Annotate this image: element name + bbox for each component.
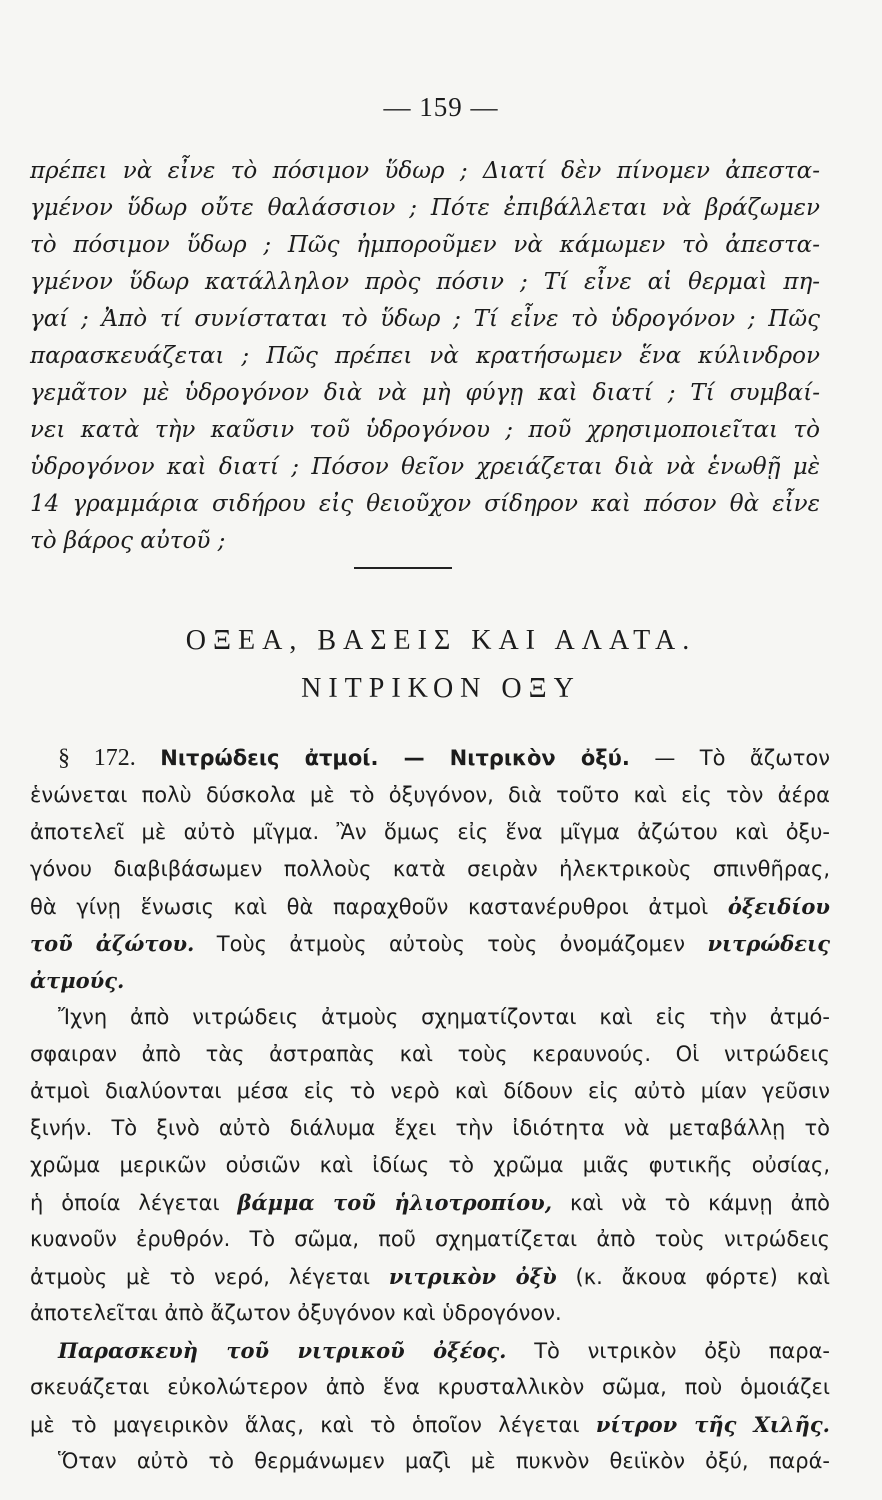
- text-line: γαί ; Ἀπὸ τί συνίσταται τὸ ὕδωρ ; Τί εἶνε τὸ ὑδρογόνον ; Πῶς: [30, 306, 820, 332]
- text-line: γεμᾶτον μὲ ὑδρογόνον διὰ νὰ μὴ φύγῃ καὶ διατί ; Τί συμβαί-: [30, 380, 820, 406]
- text-line: [30, 888, 830, 925]
- text-line: [30, 925, 830, 962]
- page-number: — 159 —: [383, 92, 499, 122]
- section-number: § 172.: [58, 745, 136, 771]
- text-run: (κ. ἄκουα φόρτε) καὶ: [575, 1265, 830, 1289]
- term: νίτρον τῆς Χιλῆς.: [595, 1412, 830, 1437]
- text-line: Ὅταν αὐτὸ τὸ θερμάνωμεν μαζὶ μὲ πυκνὸν θειϊκὸν ὀξύ, παρά-: [58, 1449, 830, 1473]
- text-line: ἀποτελεῖ μὲ αὐτὸ μῖγμα. Ἂν ὅμως εἰς ἕνα μῖγμα ἀζώτου καὶ ὀξυ-: [30, 820, 830, 844]
- term: τοῦ ἀζώτου.: [30, 931, 195, 956]
- term: νιτρικὸν ὀξὺ: [388, 1264, 557, 1289]
- subsection-title: Παρασκευὴ τοῦ νιτρικοῦ ὀξέος.: [58, 1338, 507, 1363]
- text-run: θὰ γίνῃ ἕνωσις καὶ θὰ παραχθοῦν καστανέρυθροι ἀτμοὶ: [30, 895, 709, 919]
- text-line: ἀποτελεῖται ἀπὸ ἄζωτον ὀξυγόνον καὶ ὑδρογόνον.: [30, 1301, 562, 1325]
- text-run: καὶ νὰ τὸ κάμνῃ ἀπὸ: [569, 1191, 830, 1215]
- text-line: [30, 740, 830, 777]
- term: νιτρώδεις: [707, 931, 830, 956]
- text-line: τὸ βάρος αὐτοῦ ;: [30, 528, 226, 554]
- text-run: Τοὺς ἀτμοὺς αὐτοὺς τοὺς ὀνομάζομεν: [216, 932, 686, 956]
- chapter-heading: ΟΞΕΑ, ΒΑΣΕΙΣ ΚΑΙ ΑΛΑΤΑ.: [185, 625, 697, 656]
- text-line: σκευάζεται εὐκολώτερον ἀπὸ ἕνα κρυσταλλικὸν σῶμα, ποὺ ὁμοιάζει: [30, 1375, 830, 1399]
- review-questions: [30, 153, 820, 560]
- text-line: [30, 1332, 830, 1369]
- text-line: σφαιραν ἀπὸ τὰς ἀστραπὰς καὶ τοὺς κεραυνούς. Οἱ νιτρώδεις: [30, 1042, 830, 1066]
- text-line: γμένον ὕδωρ κατάλληλον πρὸς πόσιν ; Τί εἶνε αἱ θερμαὶ πη-: [30, 269, 820, 295]
- term: βάμμα τοῦ ἡλιοτροπίου,: [237, 1190, 553, 1215]
- text-line: γόνου διαβιβάσωμεν πολλοὺς κατὰ σειρὰν ἠλεκτρικοὺς σπινθῆρας,: [30, 857, 830, 881]
- section-divider: [354, 567, 452, 569]
- term: ἀτμούς.: [30, 968, 125, 993]
- text-line: [30, 1184, 830, 1221]
- text-line: παρασκευάζεται ; Πῶς πρέπει νὰ κρατήσωμεν ἕνα κύλινδρον: [30, 343, 820, 369]
- text-line: ἀτμοὶ διαλύονται μέσα εἰς τὸ νερὸ καὶ δίδουν εἰς αὐτὸ μίαν γεῦσιν: [30, 1079, 830, 1103]
- text-line: ξινήν. Τὸ ξινὸ αὐτὸ διάλυμα ἔχει τὴν ἰδιότητα νὰ μεταβάλλῃ τὸ: [30, 1116, 830, 1140]
- text-line: ὑδρογόνον καὶ διατί ; Πόσον θεῖον χρειάζεται διὰ νὰ ἑνωθῇ μὲ: [30, 454, 820, 480]
- text-line: κυανοῦν ἐρυθρόν. Τὸ σῶμα, ποῦ σχηματίζεται ἀπὸ τοὺς νιτρώδεις: [30, 1227, 830, 1251]
- text-line: [30, 1258, 830, 1295]
- section-title: Νιτρώδεις ἀτμοί. — Νιτρικὸν ὀξύ.: [160, 746, 630, 770]
- text-line: [30, 962, 830, 999]
- text-line: νει κατὰ τὴν καῦσιν τοῦ ὑδρογόνου ; ποῦ χρησιμοποιεῖται τὸ: [30, 417, 820, 443]
- text-run: ἀτμοὺς μὲ τὸ νερό, λέγεται: [30, 1265, 370, 1289]
- text-line: γμένον ὕδωρ οὔτε θαλάσσιον ; Πότε ἐπιβάλλεται νὰ βράζωμεν: [30, 195, 820, 221]
- text-line: Ἴχνη ἀπὸ νιτρώδεις ἀτμοὺς σχηματίζονται καὶ εἰς τὴν ἀτμό-: [58, 1005, 830, 1029]
- text-line: [30, 1406, 830, 1443]
- text-line: ἑνώνεται πολὺ δύσκολα μὲ τὸ ὀξυγόνον, διὰ τοῦτο καὶ εἰς τὸν ἀέρα: [30, 783, 830, 807]
- text-run: μὲ τὸ μαγειρικὸν ἅλας, καὶ τὸ ὁποῖον λέγεται: [30, 1413, 580, 1437]
- text-line: πρέπει νὰ εἶνε τὸ πόσιμον ὕδωρ ; Διατί δὲν πίνομεν ἀπεστα-: [30, 158, 820, 184]
- text-run: — Τὸ ἄζωτον: [654, 746, 831, 770]
- section-body: [30, 740, 830, 1480]
- text-line: χρῶμα μερικῶν οὐσιῶν καὶ ἰδίως τὸ χρῶμα μιᾶς φυτικῆς οὐσίας,: [30, 1153, 830, 1177]
- text-line: τὸ πόσιμον ὕδωρ ; Πῶς ἠμποροῦμεν νὰ κάμωμεν τὸ ἀπεστα-: [30, 232, 820, 258]
- text-run: Τὸ νιτρικὸν ὀξὺ παρα-: [534, 1339, 830, 1363]
- text-line: 14 γραμμάρια σιδήρου εἰς θειοῦχον σίδηρον καὶ πόσον θὰ εἶνε: [30, 491, 820, 517]
- chapter-subheading: ΝΙΤΡΙΚΟΝ ΟΞΥ: [301, 673, 581, 704]
- text-run: ἡ ὁποία λέγεται: [30, 1191, 220, 1215]
- term: ὀξειδίου: [727, 894, 830, 919]
